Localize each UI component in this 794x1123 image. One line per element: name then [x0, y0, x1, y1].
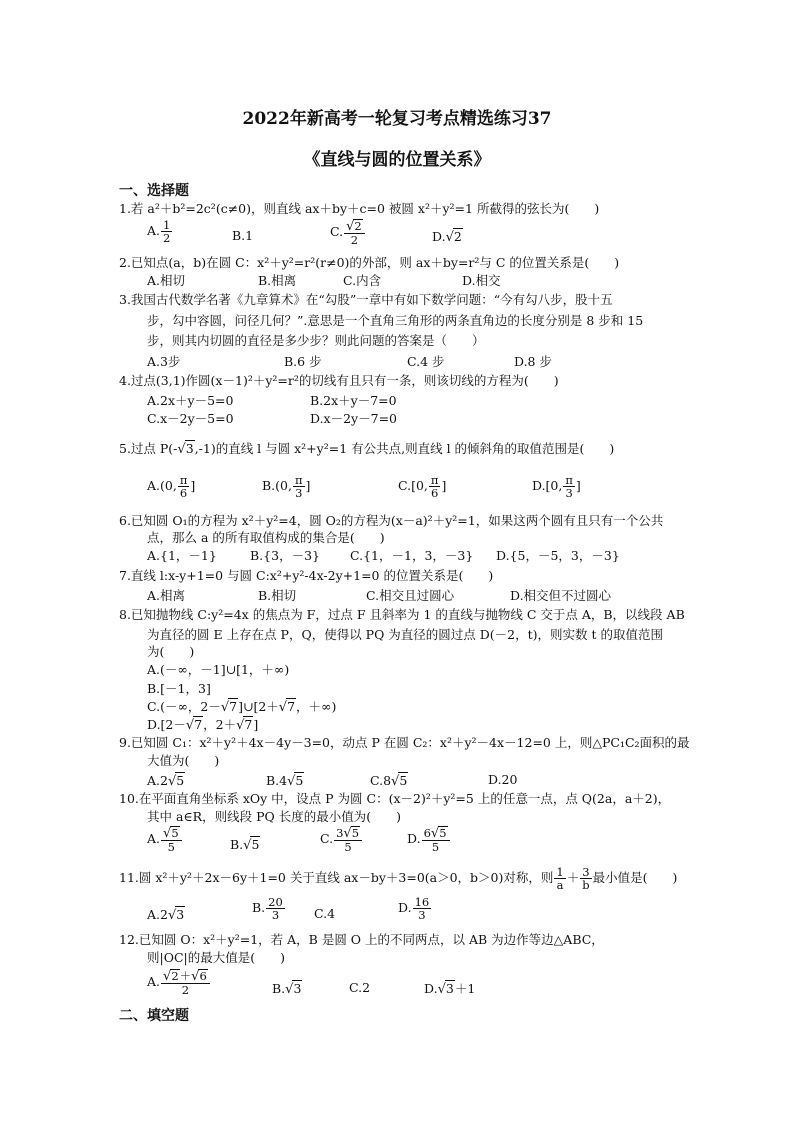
q7-stem: 7.直线 l:x-y+1=0 与圆 C:x²+y²-4x-2y+1=0 的位置关系是( )	[119, 568, 494, 583]
q1-option-a: A. $\frac{1}{2}$	[147, 218, 171, 245]
q2-option-a: A.相切	[147, 273, 186, 288]
q7-option-b: B.相切	[258, 588, 297, 603]
q10-stem-line1: 10.在平面直角坐标系 xOy 中，设点 P 为圆 C：(x－2)²＋y²=5 上的任意一点，点 Q(2a，a＋2)，	[119, 791, 671, 806]
q10-option-d: D. $\frac{6√5}{5}$	[407, 826, 451, 853]
q8-option-c: C.(－∞，2－√7]∪[2＋√7，＋∞)	[147, 699, 337, 715]
q12-option-d: D.√3＋1	[424, 981, 476, 997]
q7-option-a: A.相离	[147, 588, 186, 603]
q5-option-b: B.(0, $\frac{\pi}{3}$ ]	[262, 473, 311, 500]
q4-option-b: B.2x＋y－7=0	[310, 393, 397, 408]
q1-option-c: C. $\frac{√2}{2}$	[330, 219, 366, 246]
q9-option-a: A.2√5	[147, 773, 185, 789]
q12-stem-line1: 12.已知圆 O：x²＋y²=1，若 A，B 是圆 O 上的不同两点，以 AB 为边作等边△ABC，	[119, 932, 604, 947]
q12-stem-line2: 则|OC|的最大值是( )	[147, 950, 285, 965]
q1-option-b: B.1	[232, 228, 254, 243]
q9-option-b: B.4√5	[266, 773, 304, 789]
q6-stem-line2: 点，那么 a 的所有取值构成的集合是( )	[147, 530, 385, 545]
q2-option-b: B.相离	[258, 273, 297, 288]
q5-stem: 5.过点 P(-√3,-1)的直线 l 与圆 x²+y²=1 有公共点,则直线 l 的倾斜角的取值范围是( )	[119, 441, 615, 457]
section-heading-fill: 二、填空题	[119, 1008, 189, 1024]
q3-stem-line1: 3.我国古代数学名著《九章算术》在“勾股”一章中有如下数学问题：“今有勾八步，股十五	[119, 292, 613, 307]
q11-option-d: D. $\frac{16}{3}$	[398, 895, 430, 922]
q9-stem-line2: 大值为( )	[147, 753, 220, 768]
q3-option-a: A.3步	[147, 354, 181, 369]
q10-option-a: A. $\frac{√5}{5}$	[147, 826, 183, 853]
q11-option-c: C.4	[314, 906, 336, 921]
q10-option-b: B.√5	[230, 837, 260, 853]
q6-option-a: A.{1，－1}	[147, 548, 217, 563]
q3-option-c: C.4 步	[407, 354, 445, 369]
q7-option-d: D.相交但不过圆心	[510, 588, 612, 603]
q3-option-b: B.6 步	[284, 354, 322, 369]
doc-subtitle: 《直线与圆的位置关系》	[303, 150, 491, 170]
q1-stem: 1.若 a²＋b²=2c²(c≠0)，则直线 ax＋by＋c=0 被圆 x²＋y²=1 所截得的弦长为( )	[119, 201, 600, 216]
q8-stem-line2: 为直径的圆 E 上存在点 P，Q，使得以 PQ 为直径的圆过点 D(－2，t)，则实数 t 的取值范围	[147, 627, 664, 642]
q9-option-c: C.8√5	[370, 773, 408, 789]
q12-option-b: B.√3	[272, 981, 302, 997]
q11-option-b: B. $\frac{20}{3}$	[252, 895, 283, 922]
q6-option-d: D.{5，－5，3，－3}	[496, 548, 620, 563]
q12-option-c: C.2	[349, 980, 371, 995]
q6-stem-line1: 6.已知圆 O₁的方程为 x²＋y²=4，圆 O₂的方程为(x－a)²＋y²=1，如果这两个圆有且只有一个公共	[119, 513, 664, 528]
q10-stem-line2: 其中 a∈R，则线段 PQ 长度的最小值为( )	[147, 809, 401, 824]
doc-title: 2022年新高考一轮复习考点精选练习37	[242, 109, 552, 129]
q8-option-d: D.[2－√7，2＋√7]	[147, 717, 259, 733]
q8-option-a: A.(－∞，－1]∪[1，＋∞)	[147, 662, 290, 677]
q4-option-a: A.2x＋y－5=0	[147, 393, 234, 408]
q2-option-c: C.内含	[343, 273, 382, 288]
q9-stem-line1: 9.已知圆 C₁：x²＋y²＋4x－4y－3=0，动点 P 在圆 C₂：x²＋y²－4x－12=0 上，则△PC₁C₂面积的最	[119, 735, 690, 750]
q2-stem: 2.已知点(a，b)在圆 C：x²＋y²=r²(r≠0)的外部，则 ax＋by=r²与 C 的位置关系是( )	[119, 255, 620, 270]
q11-option-a: A.2√3	[147, 907, 185, 923]
q7-option-c: C.相交且过圆心	[366, 588, 455, 603]
q3-stem-line2: 步，勾中容圆，问径几何？”.意思是一个直角三角形的两条直角边的长度分别是 8 步和 15	[147, 313, 644, 328]
q6-option-b: B.{3，－3}	[250, 548, 320, 563]
q8-stem-line3: 为( )	[147, 644, 195, 659]
q8-stem-line1: 8.已知抛物线 C:y²=4x 的焦点为 F，过点 F 且斜率为 1 的直线与抛物线 C 交于点 A，B，以线段 AB	[119, 607, 685, 622]
q5-option-c: C.[0, $\frac{\pi}{6}$ ]	[398, 473, 447, 500]
q11-stem: 11.圆 x²＋y²＋2x－6y＋1=0 关于直线 ax－by＋3=0(a＞0，b＞0)对称，则 $\frac{1}{a}$ ＋ $\frac{3}{b}$ 最小值是( )	[119, 865, 678, 892]
q3-stem-line3: 步，则其内切圆的直径是多少步？则此问题的答案是（ ）	[147, 333, 485, 348]
q3-option-d: D.8 步	[514, 354, 552, 369]
q12-option-a: A. $\frac{√2+√6}{2}$	[147, 969, 211, 996]
q4-option-d: D.x－2y－7=0	[310, 411, 397, 426]
q6-option-c: C.{1，－1，3，－3}	[350, 548, 474, 563]
q9-option-d: D.20	[488, 772, 518, 787]
q5-option-a: A.(0, $\frac{\pi}{6}$ ]	[147, 473, 196, 500]
q2-option-d: D.相交	[462, 273, 501, 288]
q10-option-c: C. $\frac{3√5}{5}$	[320, 826, 363, 853]
section-heading-choice: 一、选择题	[119, 183, 189, 199]
q5-option-d: D.[0, $\frac{\pi}{3}$ ]	[532, 473, 581, 500]
q4-stem: 4.过点(3,1)作圆(x－1)²＋y²=r²的切线有且只有一条，则该切线的方程为( )	[119, 373, 559, 388]
q1-option-d: D.√2	[432, 229, 462, 245]
q8-option-b: B.[－1，3]	[147, 681, 211, 696]
q4-option-c: C.x－2y－5=0	[147, 411, 234, 426]
